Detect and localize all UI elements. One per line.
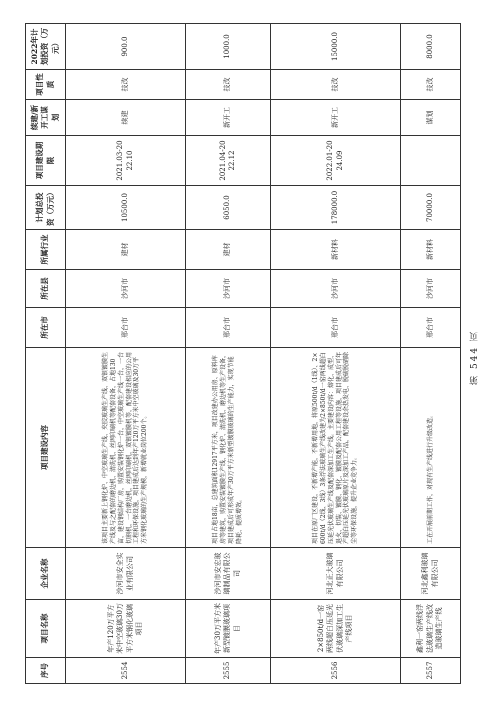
- cell-invest2022: 8000.0: [401, 23, 461, 69]
- header-industry: 所属行业: [26, 229, 66, 269]
- cell-period: 2021.04-2022.12: [186, 135, 271, 185]
- cell-content: 项目在原厂区建设，不新增产能，不新增用地，将原500t/d（1线）、2×600t/d（2线、3线）3条浮法玻璃生产线改建为2×850t/d一窑两线超白压延光伏玻璃生产线及配套深加工生产线。主要建设内容：熔化、成型、退火、切装、镀膜、钢化、镀膜及配套公用工程等设施，项目建成后可年产超白压延光伏玻璃原片及深加工产品，配套建设余热发电、脱硫脱硝除尘等环保设施，提升企业竞争力。: [271, 347, 401, 547]
- table-row: [401, 23, 461, 683]
- header-invest2022: 2022年计划投资（万元）: [26, 23, 66, 69]
- cell-start-plan: 续建: [66, 99, 186, 135]
- cell-content: 项目占地18亩，总建筑面积12917平方米，项目改建办公用房、原料库房等建筑，购置安装镀膜生产线、钢化炉、清洗机、磨边机等生产设备，项目建成后可形成年产30万平方米新型镀膜玻璃的生产能力，实现节能降耗、提质增效。: [186, 347, 271, 547]
- cell-content: 工在开展前期工作，对现有生产线进行升级改造。: [401, 347, 461, 547]
- cell-nature: 技改: [401, 69, 461, 99]
- cell-period: 2021.03-2022.10: [66, 135, 186, 185]
- cell-city: 邢台市: [66, 307, 186, 347]
- cell-city: 邢台市: [271, 307, 401, 347]
- table-row: [186, 23, 271, 683]
- header-row: [26, 23, 66, 683]
- cell-invest2022: 1000.0: [186, 23, 271, 69]
- cell-name: 鑫利一窑两线浮法玻璃生产线改造玻璃生产线: [401, 599, 461, 657]
- cell-industry: 新材料: [401, 229, 461, 269]
- cell-investment: 10500.0: [66, 185, 186, 229]
- cell-seq: 2554: [66, 657, 186, 683]
- header-seq: 序号: [26, 657, 66, 683]
- cell-content: 该项目主要新上钢化炉、中空玻璃生产线、夹胶玻璃生产线、双银镀膜生产线及与之配套的磨边机、清洗机、丝网印刷机等配套设备，占地130亩，建设钢结构厂房，购置安装钢化炉一台，中空玻璃生产线一台，一台切割机，一台磨边机，丝网印刷机，双银镀膜机等，配套建设相应的公用工程和环保设施，项目建成后达到年产120万平方米中空玻璃及30万平方米钢化玻璃的生产规模，新增就业岗位200个。: [66, 347, 186, 547]
- cell-period: 2022.01-2024.09: [271, 135, 401, 185]
- header-city: 所在市: [26, 307, 66, 347]
- cell-nature: 技改: [66, 69, 186, 99]
- header-name: 项目名称: [26, 599, 66, 657]
- cell-city: 邢台市: [186, 307, 271, 347]
- cell-name: 年产120万平方米中空玻璃30万平方米钢化玻璃项目: [66, 599, 186, 657]
- header-period: 项目建设期限: [26, 135, 66, 185]
- table-row: [271, 23, 401, 683]
- page-number: 第 544 页: [470, 330, 480, 385]
- cell-county: 沙河市: [271, 269, 401, 307]
- header-start-plan: 续建/新开工谋划: [26, 99, 66, 135]
- cell-seq: 2556: [271, 657, 401, 683]
- cell-nature: 技改: [271, 69, 401, 99]
- header-county: 所在县: [26, 269, 66, 307]
- cell-industry: 建材: [186, 229, 271, 269]
- cell-city: 邢台市: [401, 307, 461, 347]
- cell-seq: 2555: [186, 657, 271, 683]
- header-content: 项目建设内容: [26, 347, 66, 547]
- cell-start-plan: 谋划: [401, 99, 461, 135]
- rotated-table-container: [25, 24, 475, 684]
- cell-start-plan: 新开工: [271, 99, 401, 135]
- cell-investment: 6050.0: [186, 185, 271, 229]
- cell-nature: 技改: [186, 69, 271, 99]
- cell-company: 河北鑫利玻璃有限公司: [401, 547, 461, 599]
- cell-company: 沙河市安宏玻璃制品有限公司: [186, 547, 271, 599]
- table-row: [66, 23, 186, 683]
- cell-start-plan: 新开工: [186, 99, 271, 135]
- cell-name: 2×850t/d一窑两线超白压延光伏玻璃深加工生产线项目: [271, 599, 401, 657]
- cell-county: 沙河市: [401, 269, 461, 307]
- header-company: 企业名称: [26, 547, 66, 599]
- cell-invest2022: 15000.0: [271, 23, 401, 69]
- cell-industry: 新材料: [271, 229, 401, 269]
- cell-industry: 建材: [66, 229, 186, 269]
- header-nature: 项目性质: [26, 69, 66, 99]
- cell-company: 沙河市安全实业有限公司: [66, 547, 186, 599]
- cell-company: 河北正大玻璃有限公司: [271, 547, 401, 599]
- cell-seq: 2557: [401, 657, 461, 683]
- cell-investment: 70000.0: [401, 185, 461, 229]
- cell-investment: 178000.0: [271, 185, 401, 229]
- cell-invest2022: 900.0: [66, 23, 186, 69]
- cell-name: 年产30万平方米新型镀膜玻璃项目: [186, 599, 271, 657]
- cell-county: 沙河市: [66, 269, 186, 307]
- project-table: [25, 23, 461, 684]
- header-investment: 计划总投资（万元）: [26, 185, 66, 229]
- cell-county: 沙河市: [186, 269, 271, 307]
- cell-period: [401, 135, 461, 185]
